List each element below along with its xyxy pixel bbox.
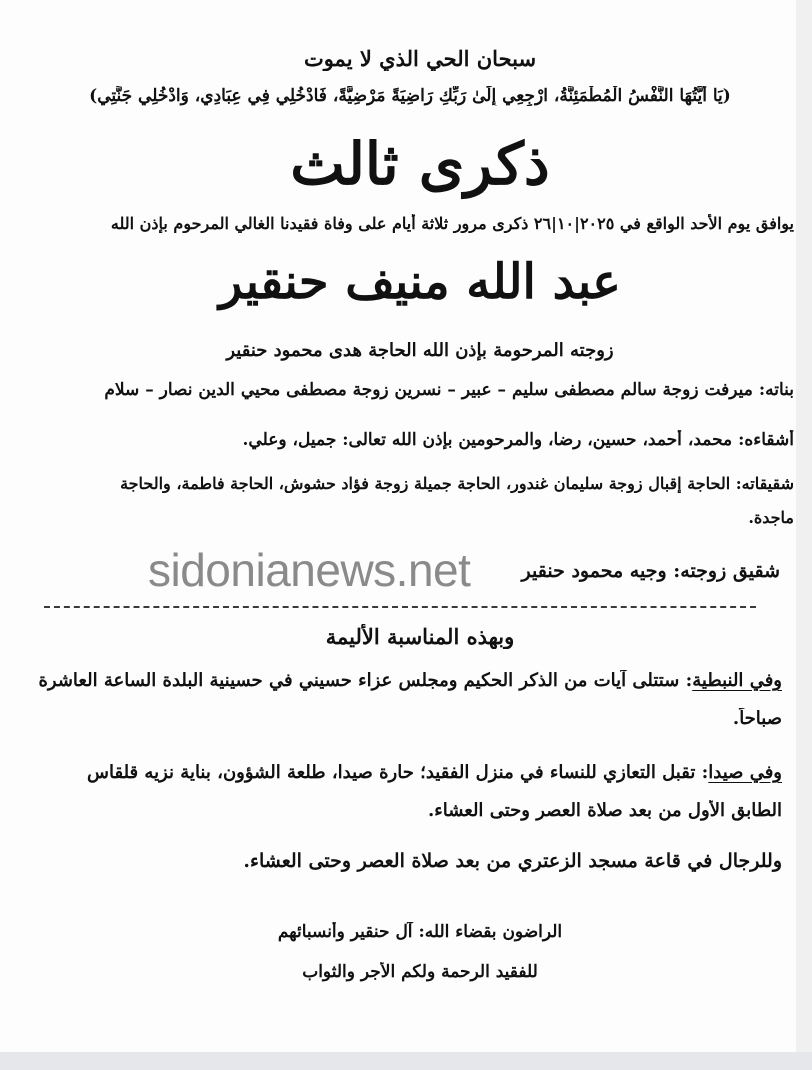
wife-brother-line: شقيق زوجته: وجيه محمود حنقير <box>521 560 780 582</box>
daughters-line: بناته: ميرفت زوجة سالم مصطفى سليم – عبير – نسرين زوجة مصطفى محيي الدين نصار – سلام <box>104 380 794 400</box>
nabatieh-paragraph <box>30 670 782 691</box>
nabatieh-label: وفي النبطية <box>692 670 782 691</box>
bottom-margin <box>0 1052 812 1070</box>
dashed-divider <box>44 606 756 608</box>
saida-paragraph-continued: الطابق الأول من بعد صلاة العصر وحتى العشاء. <box>427 800 782 821</box>
watermark: sidonianews.net <box>148 544 471 596</box>
right-margin <box>796 0 812 1052</box>
saida-paragraph <box>14 762 782 783</box>
sisters-line: شقيقاته: الحاجة إقبال زوجة سليمان غندور، الحاجة جميلة زوجة فؤاد حشوش، الحاجة فاطمة، والحاجة <box>120 474 794 493</box>
deceased-name: عبد الله منيف حنقير <box>219 254 621 310</box>
brothers-line: أشقاءه: محمد، أحمد، حسين، رضا، والمرحومين بإذن الله تعالى: جميل، وعلي. <box>242 430 794 450</box>
occasion-title: وبهذه المناسبة الأليمة <box>325 624 515 649</box>
sisters-line-continued: ماجدة. <box>748 508 794 527</box>
men-condolences-line: وللرجال في قاعة مسجد الزعتري من بعد صلاة العصر وحتى العشاء. <box>243 850 782 872</box>
date-line: يوافق يوم الأحد الواقع في ٢٠٢٥|١٠|٢٦ ذكرى مرور ثلاثة أيام على وفاة فقيدنا الغالي المرحوم بإذن الله <box>110 214 794 233</box>
wife-line: زوجته المرحومة بإذن الله الحاجة هدى محمود حنقير <box>226 340 614 361</box>
nabatieh-paragraph-continued: صباحاً. <box>732 708 782 729</box>
notice-heading: ذكرى ثالث <box>290 130 550 198</box>
saida-label: وفي صيدا <box>708 762 782 783</box>
quran-verse: (يَا أَيَّتُهَا النَّفْسُ الْمُطْمَئِنَّةُ، ارْجِعِي إِلَىٰ رَبِّكِ رَاضِيَةً مَرْضِيَّةً، فَادْخُلِي فِي عِبَادِي، وَادْخُلِي جَنَّتِي) <box>89 86 731 106</box>
opening-praise: سبحان الحي الذي لا يموت <box>303 46 537 71</box>
nabatieh-text: : ستتلى آيات من الذكر الحكيم ومجلس عزاء حسيني في حسينية البلدة الساعة العاشرة <box>38 670 693 691</box>
mercy-line: للفقيد الرحمة ولكم الأجر والثواب <box>302 962 538 982</box>
saida-text: : تقبل التعازي للنساء في منزل الفقيد؛ حارة صيدا، طلعة الشؤون، بناية نزيه قلقاس <box>87 762 709 783</box>
mourners-line: الراضون بقضاء الله: آل حنقير وأنسبائهم <box>277 922 563 942</box>
